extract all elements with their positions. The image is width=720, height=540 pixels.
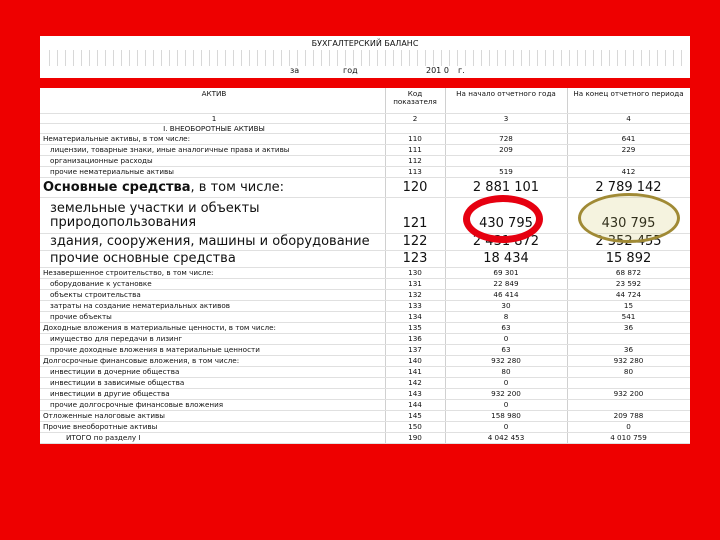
row-code: 112 [408,156,422,166]
row-end-value: 2 352 455 [595,234,662,250]
table-row [40,411,690,422]
row-begin-value: 80 [501,367,511,377]
section-title: I. ВНЕОБОРОТНЫЕ АКТИВЫ [163,123,265,133]
gold-highlight-ellipse [578,193,680,243]
row-end-value: 229 [621,145,636,155]
row-code: 145 [408,411,422,421]
table-row [40,356,690,367]
table-row [40,268,690,279]
row-code: 111 [408,145,422,155]
row-begin-value: 0 [503,334,509,344]
row-begin-value: 4 042 453 [487,433,525,443]
row-begin-value: 63 [501,345,511,355]
row-begin-value: 158 980 [491,411,521,421]
row-name: инвестиции в дочерние общества [50,367,180,377]
row-begin-value [445,156,567,166]
table-row [40,378,690,389]
row-code: 120 [402,179,428,195]
column-number: 4 [626,113,631,123]
row-begin-value: 69 301 [493,268,519,278]
row-name: оборудование к установке [50,279,152,289]
row-end-value [567,334,690,344]
row-end-value: 430 795 [601,216,656,232]
row-name: инвестиции в зависимые общества [50,378,185,388]
table-row [40,290,690,301]
balance-header [40,36,690,78]
row-code: 142 [408,378,422,388]
row-name: прочие долгосрочные финансовые вложения [50,400,224,410]
row-code: 134 [408,312,422,322]
table-row [40,156,690,167]
row-name: прочие доходные вложения в материальные ценности [50,345,260,355]
table-row [40,279,690,290]
row-begin-value: 519 [499,167,513,177]
row-name-bold: Основные средства [43,179,191,195]
balance-table [40,88,690,444]
table-row [40,389,690,400]
column-numbers-row [40,114,690,124]
column-header-aktiv: АКТИВ [201,89,227,98]
row-name: инвестиции в другие общества [50,389,170,399]
row-code: 141 [408,367,422,377]
period-g: г. [458,66,465,75]
column-number: 3 [503,113,509,123]
table-row [40,134,690,145]
row-code: 123 [402,251,428,267]
row-end-value: 36 [623,345,634,355]
row-end-value: 15 892 [605,251,652,267]
row-code: 137 [408,345,422,355]
row-begin-value: 728 [499,134,513,144]
row-begin-value: 932 280 [491,356,521,366]
row-begin-value: 430 795 [479,216,533,232]
row-name-rest: , в том числе: [190,179,285,195]
section-row [40,124,690,134]
total-row [40,433,690,444]
table-row [40,251,690,268]
row-end-value: 209 788 [613,411,644,421]
row-end-value: 412 [621,167,636,177]
row-name: лицензии, товарные знаки, иные аналогичные права и активы [50,145,290,155]
row-begin-value: 932 200 [491,389,521,399]
table-header-row [40,88,690,114]
row-name: затраты на создание нематериальных активов [50,301,230,311]
column-number: 2 [412,113,418,123]
column-header-begin: На начало отчетного года [456,89,556,98]
table-row [40,145,690,156]
row-end-value: 44 724 [615,290,642,300]
row-begin-value: 0 [503,378,509,388]
row-name: земельные участки и объекты природопользования [50,200,260,230]
row-end-value: 0 [626,422,631,432]
row-code: 113 [408,167,422,177]
row-end-value: 68 872 [615,268,642,278]
row-begin-value: 0 [503,400,509,410]
table-row [40,178,690,198]
row-begin-value: 18 434 [483,251,529,267]
row-name: прочие основные средства [50,251,236,267]
row-end-value: 36 [623,323,634,333]
row-name: ИТОГО по разделу I [66,433,141,443]
row-name: Нематериальные активы, в том числе: [43,134,191,144]
row-begin-value: 46 414 [493,290,519,300]
table-row [40,334,690,345]
row-begin-value: 30 [501,301,511,311]
row-end-value: 15 [623,301,634,311]
row-code: 140 [408,356,422,366]
table-row [40,312,690,323]
row-code: 110 [408,134,422,144]
row-end-value [567,156,690,166]
row-name [40,178,385,197]
period-za: за [290,66,300,75]
row-begin-value: 2 431 872 [472,234,540,250]
row-code: 122 [402,234,428,250]
row-end-value: 80 [623,367,634,377]
row-end-value: 541 [621,312,636,322]
row-end-value: 641 [621,134,636,144]
table-row [40,234,690,251]
row-code: 133 [408,301,422,311]
column-header-code: Код показателя [393,89,437,106]
table-row [40,323,690,334]
row-end-value: 2 789 142 [595,179,662,195]
row-code: 190 [408,433,422,443]
row-end-value: 4 010 759 [610,433,647,443]
row-end-value: 932 200 [613,389,644,399]
row-name: Отложенные налоговые активы [43,411,165,421]
row-begin-value: 0 [503,422,509,432]
table-row [40,367,690,378]
row-begin-value: 209 [499,145,513,155]
red-highlight-ellipse [463,195,543,243]
document-title: БУХГАЛТЕРСКИЙ БАЛАНС [311,39,419,48]
row-begin-value: 8 [503,312,509,322]
row-begin-value: 22 849 [493,279,519,289]
row-name: Незавершенное строительство, в том числе: [43,268,214,278]
row-code: 130 [408,268,422,278]
row-name: Доходные вложения в материальные ценности, в том числе: [43,323,276,333]
table-row [40,301,690,312]
table-row [40,422,690,433]
row-code: 135 [408,323,422,333]
row-end-value: 23 592 [615,279,642,289]
row-code: 131 [408,279,422,289]
row-code: 132 [408,290,422,300]
row-code: 144 [408,400,422,410]
row-code: 143 [408,389,422,399]
row-code: 150 [408,422,422,432]
row-code: 136 [408,334,422,344]
column-header-end: На конец отчетного периода [573,89,684,98]
row-name: организационные расходы [50,156,153,166]
period-year: 201 0 [426,66,449,75]
row-name: прочие нематериальные активы [50,167,174,177]
row-name: Прочие внеоборотные активы [43,422,158,432]
row-code: 121 [402,216,428,232]
table-row [40,400,690,411]
column-number: 1 [211,113,217,123]
row-end-value: 932 280 [613,356,644,366]
row-name: здания, сооружения, машины и оборудование [50,234,370,250]
period-god: год [343,66,358,75]
row-name: имущество для передачи в лизинг [50,334,183,344]
table-row [40,167,690,178]
row-end-value [567,378,690,388]
row-end-value [567,400,690,410]
row-begin-value: 2 881 101 [472,179,540,195]
row-name: Долгосрочные финансовые вложения, в том числе: [43,356,240,366]
table-row [40,345,690,356]
row-begin-value: 63 [501,323,511,333]
row-name: прочие объекты [50,312,112,322]
row-name: объекты строительства [50,290,141,300]
header-grid [42,50,688,66]
